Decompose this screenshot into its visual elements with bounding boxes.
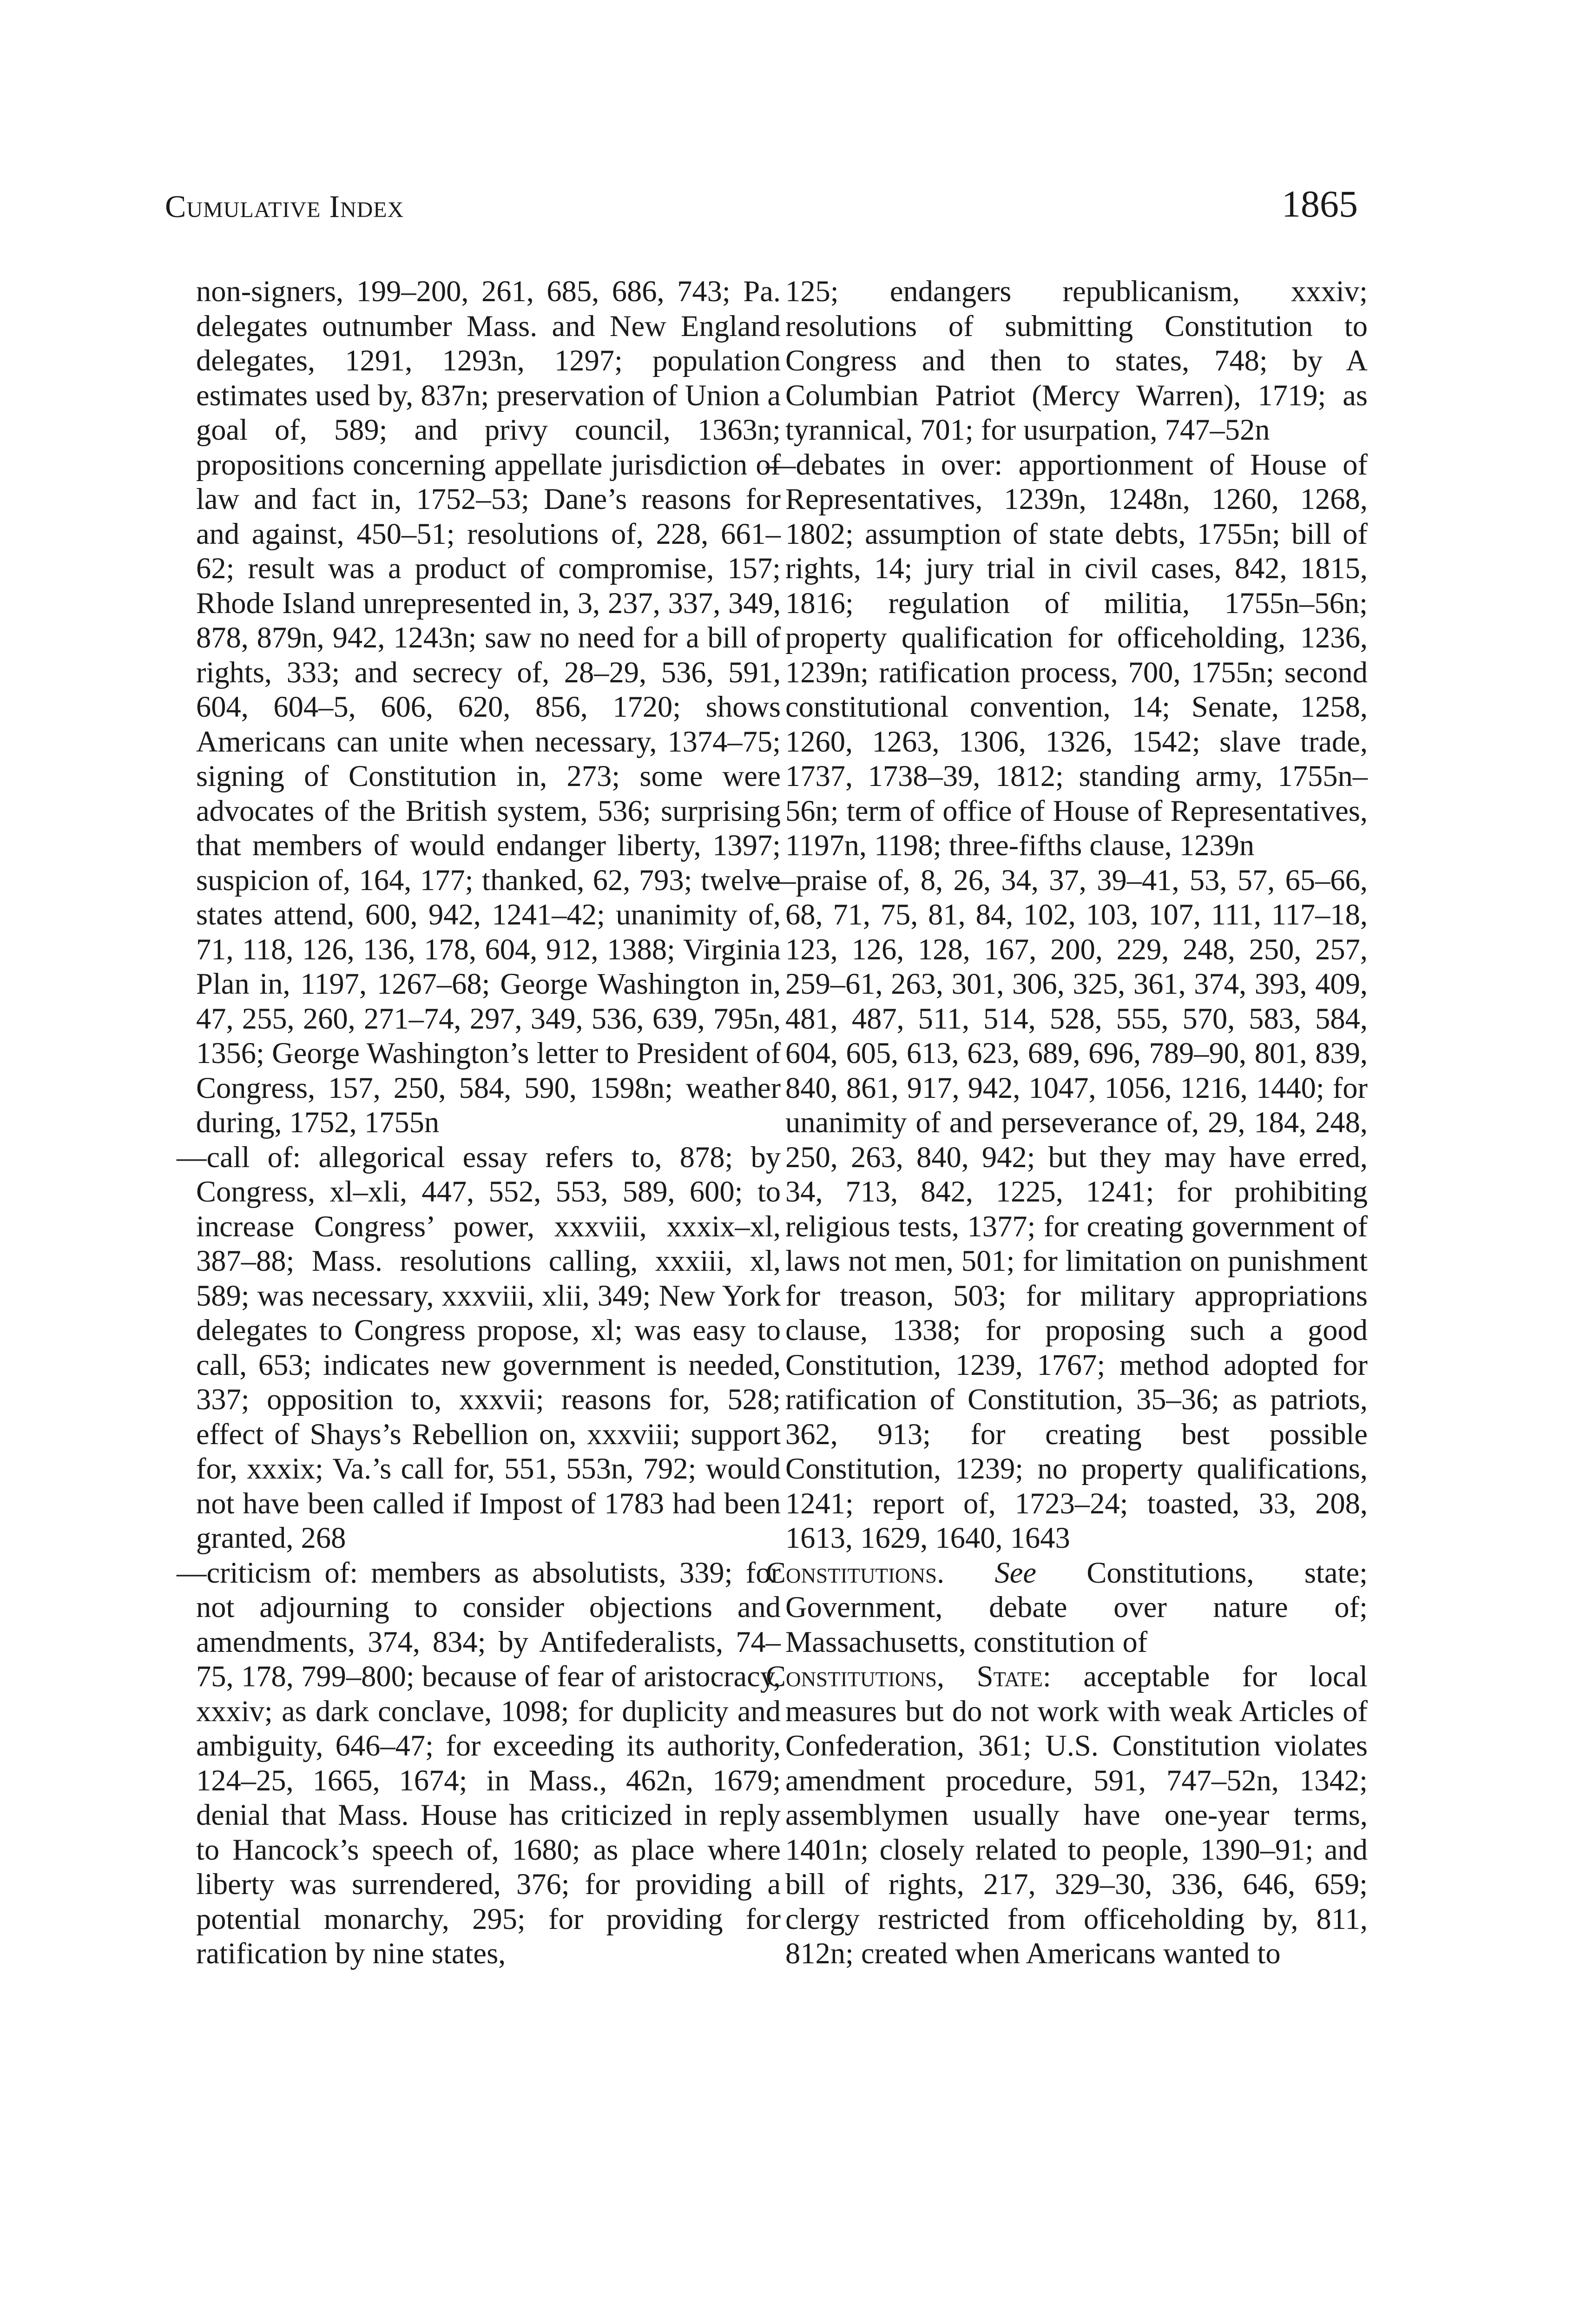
page-number: 1865 [1282,183,1358,225]
see-reference: See [994,1556,1036,1589]
left-column [177,274,781,1971]
index-entry-continued: non-signers, 199–200, 261, 685, 686, 743; Pa. delegates outnumber Mass. and New England delegates, 1291, 1293n, 1297; population estimates used by, 837n; preservation of Union a goal of, 589; and privy council, 1363n; propositions concerning appellate jurisdiction of law and fact in, 1752–53; Dane’s reasons for and against, 450–51; resolutions of, 228, 661–62; result was a product of compromise, 157; Rhode Island unrepresented in, 3, 237, 337, 349, 878, 879n, 942, 1243n; saw no need for a bill of rights, 333; and secrecy of, 28–29, 536, 591, 604, 604–5, 606, 620, 856, 1720; shows Americans can unite when necessary, 1374–75; signing of Constitution in, 273; some were advocates of the British system, 536; surprising that members of would endanger liberty, 1397; suspicion of, 164, 177; thanked, 62, 793; twelve states attend, 600, 942, 1241–42; unanimity of, 71, 118, 126, 136, 178, 604, 912, 1388; Virginia Plan in, 1197, 1267–68; George Washington in, 47, 255, 260, 271–74, 297, 349, 536, 639, 795n, 1356; George Washington’s letter to President of Congress, 157, 250, 584, 590, 1598n; weather during, 1752, 1755n [196,275,781,1139]
index-entry-constitutions-state [766,1659,1368,1971]
right-column [766,274,1368,1971]
index-headword: Constitutions, State: [766,1660,1051,1693]
index-entry-continued: 125; endangers republicanism, xxxiv; resolutions of submitting Constitution to Congress and then to states, 748; by A Columbian Patriot (Mercy Warren), 1719; as tyrannical, 701; for usurpation, 747–52n [785,275,1368,446]
index-subentry-praise-of: —praise of, 8, 26, 34, 37, 39–41, 53, 57, 65–66, 68, 71, 75, 81, 84, 102, 103, 107, 111, 117–18, 123, 126, 128, 167, 200, 229, 248, 250, 257, 259–61, 263, 301, 306, 325, 361, 374, 393, 409, 481, 487, 511, 514, 528, 555, 570, 583, 584, 604, 605, 613, 623, 689, 696, 789–90, 801, 839, 840, 861, 917, 942, 1047, 1056, 1216, 1440; for unanimity of and perseverance of, 29, 184, 248, 250, 263, 840, 942; but they may have erred, 34, 713, 842, 1225, 1241; for prohibiting religious tests, 1377; for creating government of laws not men, 501; for limitation on punishment for treason, 503; for military appropriations clause, 1338; for proposing such a good Constitution, 1239, 1767; method adopted for ratification of Constitution, 35–36; as patriots, 362, 913; for creating best possible Constitution, 1239; no property qualifications, 1241; report of, 1723–24; toasted, 33, 208, 1613, 1629, 1640, 1643 [766,863,1368,1554]
index-headword: Constitutions. [766,1556,945,1589]
index-subentry-criticism-of: —criticism of: members as absolutists, 339; for not adjourning to consider objections and amendments, 374, 834; by Antifederalists, 74–75, 178, 799–800; because of fear of aristocracy, xxxiv; as dark conclave, 1098; for duplicity and ambiguity, 646–47; for exceeding its authority, 124–25, 1665, 1674; in Mass., 462n, 1679; denial that Mass. House has criticized in reply to Hancock’s speech of, 1680; as place where liberty was surrendered, 376; for providing a potential monarchy, 295; for providing for ratification by nine states, [177,1556,781,1970]
running-head-title: Cumulative Index [165,189,404,224]
index-subentry-call-of: —call of: allegorical essay refers to, 878; by Congress, xl–xli, 447, 552, 553, 589, 600; to increase Congress’ power, xxxviii, xxxix–xl, 387–88; Mass. resolutions calling, xxxiii, xl, 589; was necessary, xxxviii, xlii, 349; New York delegates to Congress propose, xl; was easy to call, 653; indicates new government is needed, 337; opposition to, xxxvii; reasons for, 528; effect of Shays’s Rebellion on, xxxviii; support for, xxxix; Va.’s call for, 551, 553n, 792; would not have been called if Impost of 1783 had been granted, 268 [177,1140,781,1554]
index-entry-text: acceptable for local measures but do not work with weak Articles of Confederation, 361; U.S. Constitution violates amendment procedure, 591, 747–52n, 1342; assemblymen usually have one-year terms, 1401n; closely related to people, 1390–91; and bill of rights, 217, 329–30, 336, 646, 659; clergy restricted from officeholding by, 811, 812n; created when Americans wanted to [785,1660,1368,1970]
index-entry-text: Constitutions, state; Government, debate over nature of; Massachusetts, constitution of [785,1556,1368,1658]
index-subentry-debates-in: —debates in over: apportionment of House of Representatives, 1239n, 1248n, 1260, 1268, 1802; assumption of state debts, 1755n; bill of rights, 14; jury trial in civil cases, 842, 1815, 1816; regulation of militia, 1755n–56n; property qualification for officeholding, 1236, 1239n; ratification process, 700, 1755n; second constitutional convention, 14; Senate, 1258, 1260, 1263, 1306, 1326, 1542; slave trade, 1737, 1738–39, 1812; standing army, 1755n–56n; term of office of House of Representatives, 1197n, 1198; three-fifths clause, 1239n [766,448,1368,862]
running-head [165,191,404,222]
index-entry-constitutions [766,1556,1368,1660]
